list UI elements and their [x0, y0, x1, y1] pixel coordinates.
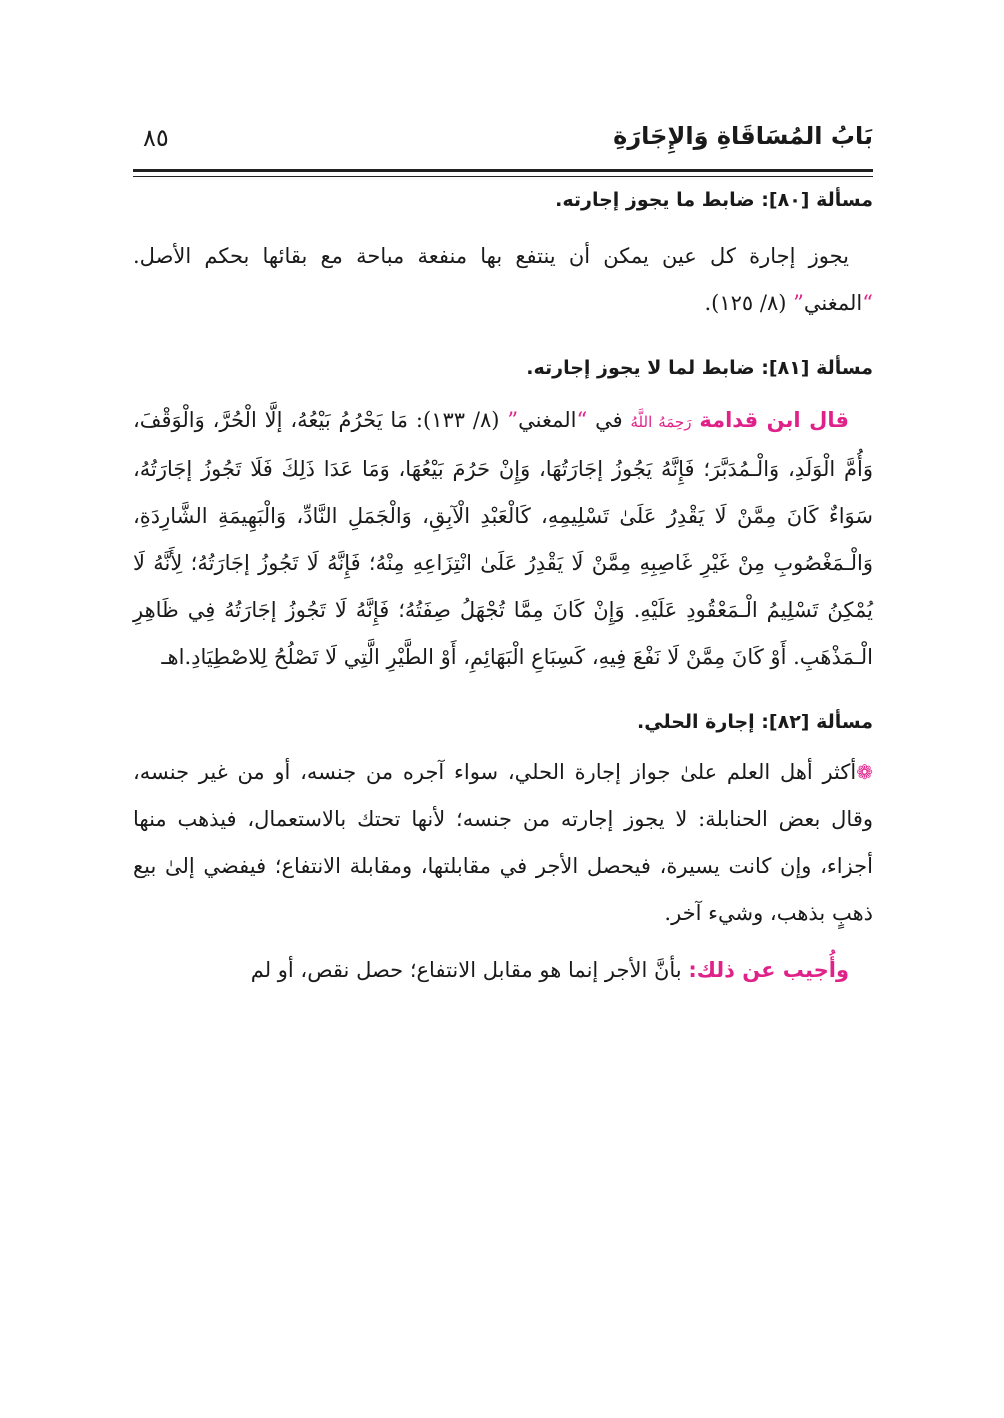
running-title: بَابُ المُسَاقَاةِ وَالإِجَارَةِ: [613, 122, 873, 150]
flower-ornament-icon: ❁: [856, 760, 873, 784]
issue-81-citation: (٨/ ١٣٣):: [415, 408, 500, 432]
issue-81-heading: [133, 353, 873, 383]
issue-81-book: المغني: [518, 408, 577, 432]
issue-80-citation: (٨/ ١٢٥).: [704, 291, 787, 315]
issue-82-reply: [133, 947, 873, 994]
issue-81-number: [٨١]:: [761, 357, 810, 379]
page-content: [133, 185, 873, 994]
header-rule-thin: [133, 176, 873, 177]
issue-80-number: [٨٠]:: [761, 189, 810, 211]
issue-80-label: مسألة: [816, 189, 873, 211]
issue-80-text: يجوز إجارة كل عين يمكن أن ينتفع بها منفعة مباحة مع بقائها بحكم الأصل.: [133, 244, 849, 268]
page-header: [133, 118, 873, 164]
issue-81-quote-open: “: [576, 408, 588, 432]
issue-81-quote-text: مَا يَحْرُمُ بَيْعُهُ، إلَّا الْحُرَّ، وَالْوَقْفَ، وَأُمَّ الْوَلَدِ، وَالْـمُدَبَّرَ؛ فَإِنَّهُ يَجُوزُ إجَارَتُهَا، وَإِنْ حَرُمَ بَيْعُهَا، وَمَا عَدَا ذَلِكَ فَلَا تَجُوزُ إجَارَتُهُ، سَوَاءٌ كَانَ مِمَّنْ لَا يَقْدِرُ عَلَىٰ تَسْلِيمِهِ، كَالْعَبْدِ الْآبِقِ، وَالْجَمَلِ النَّادِّ، وَالْبَهِيمَةِ الشَّارِدَةِ، وَالْـمَغْصُوبِ مِنْ غَيْرِ غَاصِبِهِ مِمَّنْ لَا يَقْدِرُ عَلَىٰ انْتِزَاعِهِ مِنْهُ؛ فَإِنَّهُ لَا تَجُوزُ إجَارَتُهُ؛ لِأَنَّهُ لَا يُمْكِنُ تَسْلِيمُ الْـمَعْقُودِ عَلَيْهِ. وَإِنْ كَانَ مِمَّا تُجْهَلُ صِفَتُهُ؛ فَإِنَّهُ لَا تَجُوزُ إجَارَتُهُ فِي ظَاهِرِ الْـمَذْهَبِ. أَوْ كَانَ مِمَّنْ لَا نَفْعَ فِيهِ، كَسِبَاعِ الْبَهَائِمِ، أَوْ الطَّيْرِ الَّتِي لَا تَصْلُحُ لِلاصْطِيَادِ.اهـ: [133, 408, 873, 669]
header-rule-thick: [133, 169, 873, 172]
issue-81-paragraph: [133, 397, 873, 681]
issue-80-title: ضابط ما يجوز إجارته.: [555, 189, 755, 211]
issue-82-heading: [133, 707, 873, 737]
issue-81-quote-close: ”: [507, 408, 519, 432]
issue-80-paragraph: [133, 233, 873, 327]
page-number: ٨٥: [143, 124, 169, 152]
honorific-phrase: رَحِمَهُ اللَّهُ: [630, 413, 692, 431]
issue-82-number: [٨٢]:: [761, 711, 810, 733]
issue-80-quote-close: ”: [793, 291, 804, 315]
issue-81-title: ضابط لما لا يجوز إجارته.: [526, 357, 755, 379]
issue-82-paragraph: [133, 749, 873, 937]
issue-82-text: أكثر أهل العلم علىٰ جواز إجارة الحلي، سواء آجره من جنسه، أو من غير جنسه، وقال بعض الحنابلة: لا يجوز إجارته من جنسه؛ لأنها تحتك بالاستعمال، فيذهب منها أجزاء، وإن كانت يسيرة، فيحصل الأجر في مقابلتها، ومقابلة الانتفاع؛ فيفضي إلىٰ بيع ذهبٍ بذهب، وشيء آخر.: [133, 760, 873, 925]
issue-80-quote-open: “: [862, 291, 873, 315]
ibn-qudama-attribution: قال ابن قدامة: [699, 408, 849, 432]
reply-label: وأُجيب عن ذلك:: [688, 958, 849, 982]
issue-80-book: المغني: [803, 291, 863, 315]
reply-text: بأنَّ الأجر إنما هو مقابل الانتفاع؛ حصل نقص، أو لم: [250, 958, 682, 982]
issue-82-label: مسألة: [816, 711, 873, 733]
issue-82-title: إجارة الحلي.: [637, 711, 755, 733]
issue-80-heading: [133, 185, 873, 215]
issue-81-label: مسألة: [816, 357, 873, 379]
issue-81-fi: في: [595, 408, 623, 432]
